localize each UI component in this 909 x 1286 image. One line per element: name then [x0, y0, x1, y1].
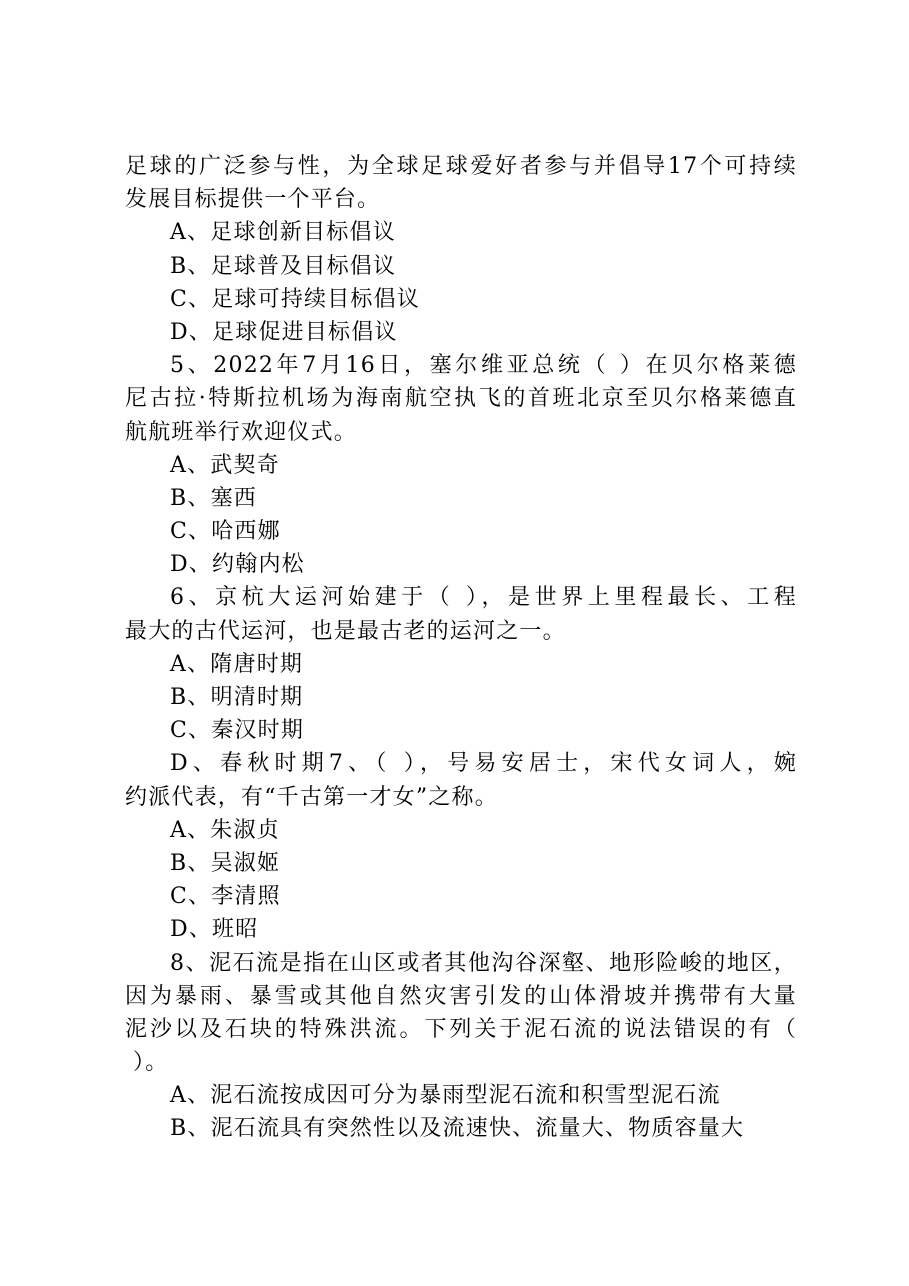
question-5-text-line-3: 航航班举行欢迎仪式。	[125, 419, 358, 445]
question-6-option-a: A、隋唐时期	[170, 651, 304, 677]
question-6-text-line-1: 6、京杭大运河始建于（ ），是世界上里程最长、工程	[170, 585, 797, 611]
question-5-option-c: C、哈西娜	[170, 519, 281, 545]
question-4-option-d: D、足球促进目标倡议	[170, 319, 398, 345]
question-8-text-line-4: ）。	[133, 1050, 169, 1076]
question-4-option-a: A、足球创新目标倡议	[170, 220, 396, 246]
question-7-option-b: B、吴淑姬	[170, 850, 281, 876]
question-8-text-line-2: 因为暴雨、暴雪或其他自然灾害引发的山体滑坡并携带有大量	[125, 983, 797, 1009]
question-5-option-b: B、塞西	[170, 485, 257, 511]
question-7-option-c: C、李清照	[170, 884, 281, 910]
question-8-text-line-3: 泥沙以及石块的特殊洪流。下列关于泥石流的说法错误的有（	[125, 1016, 797, 1042]
question-5-text-line-1: 5、2022年7月16日，塞尔维亚总统（ ）在贝尔格莱德	[170, 353, 797, 379]
question-6-option-c: C、秦汉时期	[170, 718, 305, 744]
question-4-text-line-1: 足球的广泛参与性，为全球足球爱好者参与并倡导17个可持续	[125, 154, 797, 179]
question-6-text-line-2: 最大的古代运河，也是最古老的运河之一。	[125, 618, 566, 644]
question-4-option-c: C、足球可持续目标倡议	[170, 286, 421, 312]
question-4-text-line-2: 发展目标提供一个平台。	[125, 187, 381, 213]
question-5-option-d: D、约翰内松	[170, 552, 305, 578]
question-7-option-a: A、朱淑贞	[170, 817, 280, 843]
document-body	[125, 150, 797, 1146]
question-7-option-d: D、班昭	[170, 917, 259, 943]
question-8-text-line-1: 8、泥石流是指在山区或者其他沟谷深壑、地形险峻的地区，	[170, 950, 797, 976]
question-8-option-a: A、泥石流按成因可分为暴雨型泥石流和积雪型泥石流	[170, 1083, 721, 1109]
question-5-text-line-2: 尼古拉·特斯拉机场为海南航空执飞的首班北京至贝尔格莱德直	[125, 386, 797, 412]
question-8-option-b: B、泥石流具有突然性以及流速快、流量大、物质容量大	[170, 1116, 745, 1142]
question-5-option-a: A、武契奇	[170, 452, 280, 478]
question-6-option-d-question-7-line-1: D、春秋时期7、（ ），号易安居士，宋代女词人，婉	[170, 751, 797, 777]
question-4-option-b: B、足球普及目标倡议	[170, 253, 397, 279]
question-6-option-b: B、明清时期	[170, 685, 304, 710]
question-7-text-line-2: 约派代表，有“千古第一才女”之称。	[125, 784, 498, 810]
